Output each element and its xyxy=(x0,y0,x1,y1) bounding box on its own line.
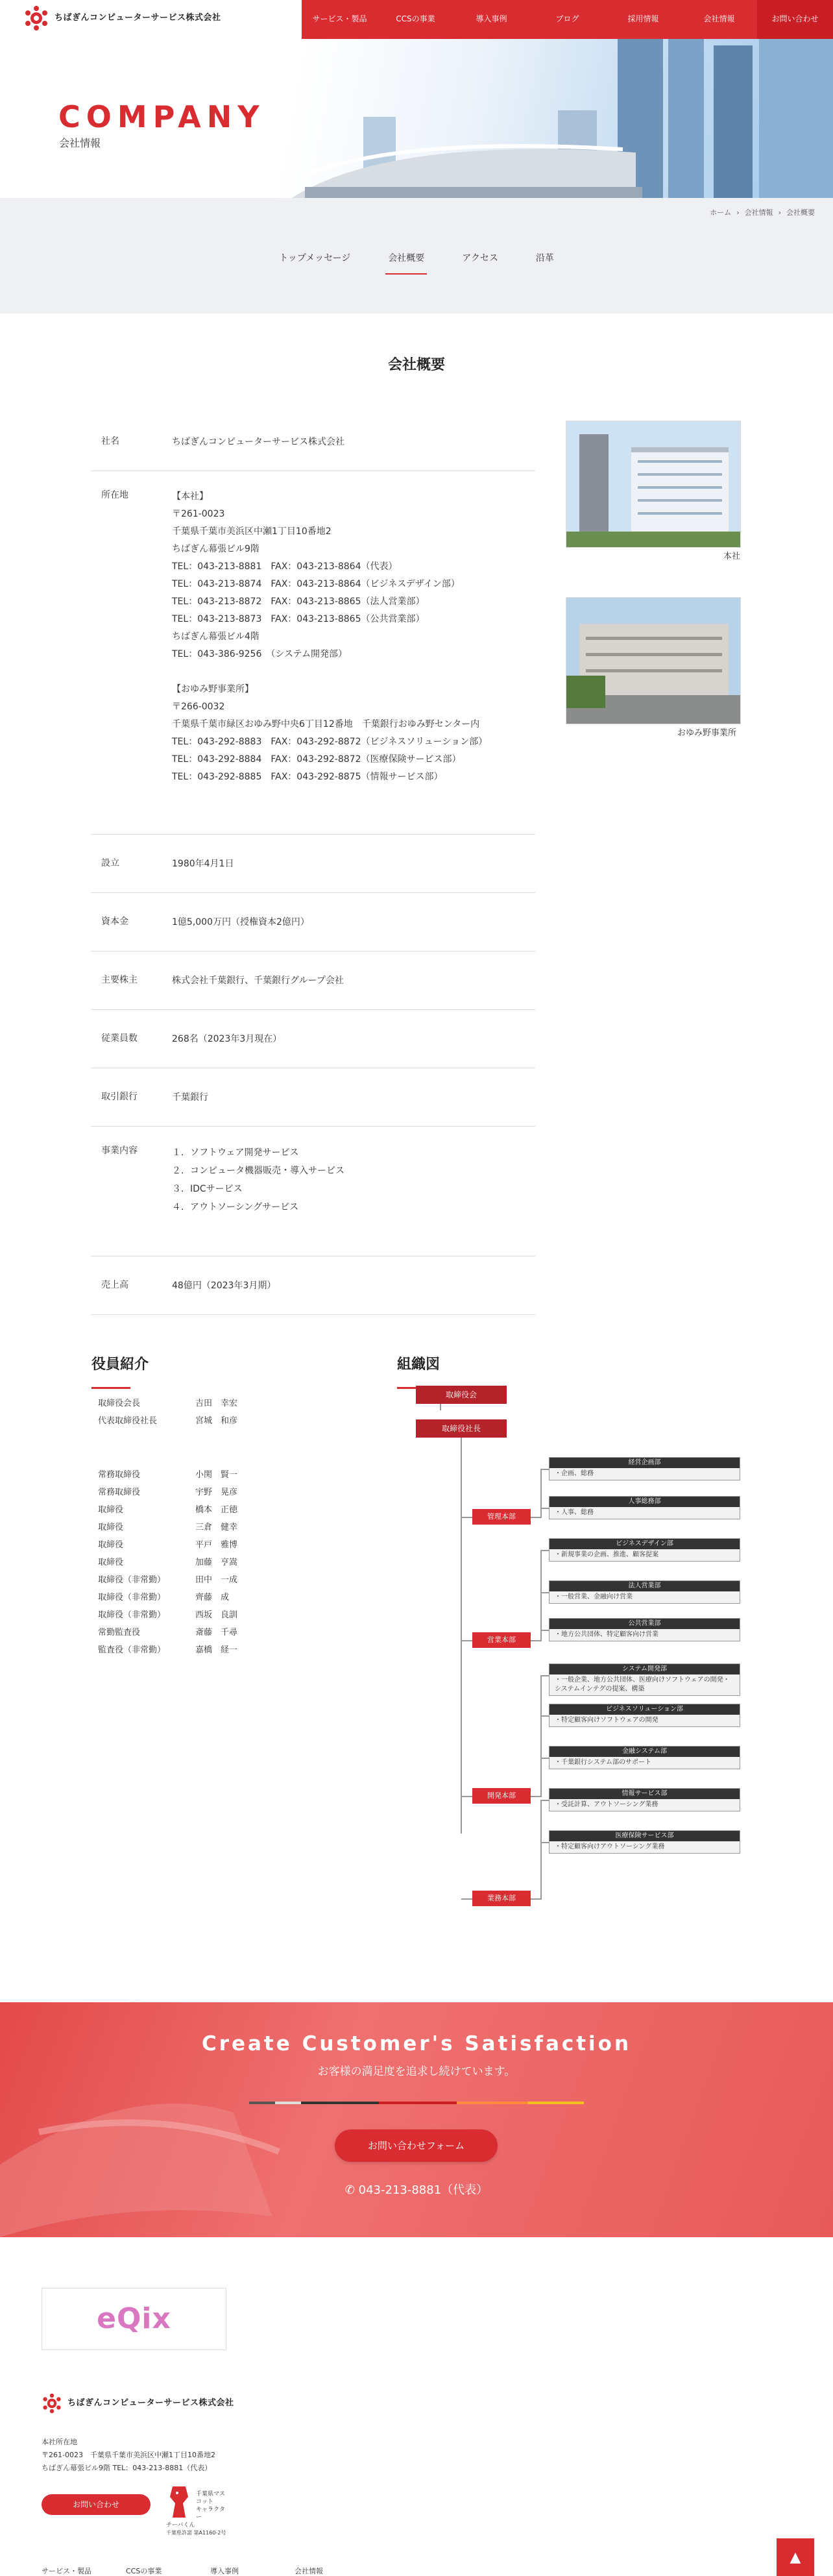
executive-entry xyxy=(98,1521,293,1535)
head-office-photo xyxy=(566,421,741,548)
eqix-banner[interactable] xyxy=(42,2288,226,2350)
executive-role: 取締役 xyxy=(98,1505,124,1515)
executive-entry xyxy=(98,1486,293,1500)
footer-link-business[interactable]: CCSの事業 xyxy=(126,2567,162,2576)
executive-name: 加藤 亨嵩 xyxy=(195,1558,238,1568)
overview-value-line: ちばぎん幕張ビル9階 xyxy=(172,544,260,555)
org-unit xyxy=(549,1788,740,1811)
executive-name: 齊藤 成 xyxy=(195,1593,230,1603)
overview-row xyxy=(91,471,535,835)
org-chart xyxy=(394,1386,745,1903)
footer-address xyxy=(42,2436,215,2475)
executive-entry xyxy=(98,1539,293,1552)
tab-history[interactable]: 沿革 xyxy=(535,253,554,264)
mascot-license: 千葉県許諾 第A1160-2号 xyxy=(166,2530,226,2536)
executive-entry xyxy=(98,1644,293,1658)
overview-row xyxy=(91,1010,535,1068)
nav-recruit[interactable]: 採用情報 xyxy=(627,14,659,24)
site-footer xyxy=(0,2237,833,2576)
executive-name: 宇野 晃彦 xyxy=(195,1488,238,1498)
overview-row-label: 所在地 xyxy=(101,490,128,501)
site-logo[interactable] xyxy=(23,5,221,31)
org-dept: 営業本部 xyxy=(472,1632,531,1648)
executive-role: 取締役 xyxy=(98,1523,124,1533)
org-unit-name: 法人営業部 xyxy=(549,1581,740,1591)
logo-mark-icon xyxy=(42,2393,62,2414)
logo-mark-icon xyxy=(23,5,49,31)
overview-value-line: 268名（2023年3月現在） xyxy=(172,1033,282,1044)
overview-row xyxy=(91,893,535,951)
overview-row-value xyxy=(172,972,535,990)
overview-value-line: ３．IDCサービス xyxy=(172,1184,243,1195)
cta-subtitle: お客様の満足度を追求し続けています。 xyxy=(317,2065,516,2079)
org-unit-name: 人事総務部 xyxy=(549,1497,740,1507)
overview-value-line: TEL：043-292-8883 FAX：043-292-8872（ビジネスソリューション部） xyxy=(172,737,488,748)
org-unit-name: 公共営業部 xyxy=(549,1619,740,1629)
org-unit xyxy=(549,1830,740,1854)
tab-access[interactable]: アクセス xyxy=(462,253,498,264)
head-office-caption: 本社 xyxy=(723,552,741,562)
org-unit xyxy=(549,1457,740,1480)
executive-name: 三倉 健幸 xyxy=(195,1523,238,1533)
executive-entry xyxy=(98,1397,293,1411)
overview-value-line: 千葉県千葉市緑区おゆみ野中央6丁目12番地 千葉銀行おゆみ野センター内 xyxy=(172,719,480,730)
overview-value-line: ２．コンピュータ機器販売・導入サービス xyxy=(172,1166,344,1177)
eqix-logo-text: eQix xyxy=(97,2301,171,2335)
org-unit-name: ビジネスデザイン部 xyxy=(549,1539,740,1549)
site-header xyxy=(0,0,833,39)
org-unit xyxy=(549,1580,740,1604)
overview-row xyxy=(91,835,535,893)
executive-name: 平戸 雅博 xyxy=(195,1540,238,1551)
color-bar-segment xyxy=(379,2102,457,2104)
breadcrumb-company[interactable]: 会社情報 xyxy=(744,208,773,217)
overview-value-line: 〒261-0023 xyxy=(172,509,225,520)
overview-row-value xyxy=(172,1144,535,1216)
executive-role: 常務取締役 xyxy=(98,1488,141,1498)
oyumino-office-photo xyxy=(566,597,741,724)
org-unit-desc: ・特定顧客向けソフトウェアの開発 xyxy=(555,1717,658,1724)
executive-entry xyxy=(98,1574,293,1588)
executives-title: 役員紹介 xyxy=(91,1353,149,1376)
hero-title: COMPANY xyxy=(58,99,265,134)
executive-entry xyxy=(98,1469,293,1482)
org-chart-title: 組織図 xyxy=(397,1353,440,1376)
overview-value-line xyxy=(172,663,535,681)
color-bar-segment xyxy=(275,2102,301,2104)
org-unit-name: システム開発部 xyxy=(549,1664,740,1674)
overview-row xyxy=(91,1127,535,1257)
executive-entry xyxy=(98,1591,293,1605)
overview-row xyxy=(91,951,535,1010)
overview-row-value xyxy=(172,488,535,786)
overview-value-line: TEL：043-213-8872 FAX：043-213-8865（法人営業部） xyxy=(172,596,425,607)
overview-row-label: 取引銀行 xyxy=(101,1092,138,1103)
executive-role: 代表取締役社長 xyxy=(98,1416,158,1427)
mascot-line1: 千葉県マスコット xyxy=(196,2491,226,2506)
nav-company[interactable]: 会社情報 xyxy=(703,14,735,24)
org-unit-desc: ・受託計算、アウトソーシング業務 xyxy=(555,1801,658,1809)
executives-org-section xyxy=(0,1334,833,2002)
executive-role: 常勤監査役 xyxy=(98,1628,141,1638)
org-board: 取締役会 xyxy=(416,1386,507,1404)
footer-links xyxy=(42,2566,379,2576)
breadcrumb-current: 会社概要 xyxy=(786,208,815,217)
cta-color-bar xyxy=(249,2102,584,2104)
contact-form-button[interactable]: お問い合わせフォーム xyxy=(335,2129,498,2162)
executive-entry xyxy=(98,1415,293,1429)
executive-name: 斎藤 千尋 xyxy=(195,1628,238,1638)
executive-role: 取締役（非常勤） xyxy=(98,1575,166,1586)
org-dept: 業務本部 xyxy=(472,1891,531,1906)
executive-name: 西坂 良訓 xyxy=(195,1610,238,1621)
org-unit xyxy=(549,1663,740,1696)
footer-link-company[interactable]: 会社情報 xyxy=(295,2567,323,2576)
phone-icon: ✆ xyxy=(344,2183,355,2198)
org-unit-desc: ・特定顧客向けアウトソーシング業務 xyxy=(555,1843,665,1851)
org-unit-name: 経営企画部 xyxy=(549,1458,740,1468)
overview-row-value xyxy=(172,855,535,873)
overview-value-line: 千葉銀行 xyxy=(172,1092,208,1103)
nav-cases[interactable]: 導入事例 xyxy=(476,14,507,24)
overview-row-label: 従業員数 xyxy=(101,1033,138,1044)
org-unit-desc: ・新規事業の企画、推進、顧客提案 xyxy=(555,1551,658,1559)
overview-value-line: ４．アウトソーシングサービス xyxy=(172,1202,299,1213)
org-unit-desc: ・一般営業、金融向け営業 xyxy=(555,1593,633,1601)
overview-row-value xyxy=(172,1030,535,1048)
subnav-area xyxy=(0,198,833,313)
org-unit xyxy=(549,1746,740,1769)
org-unit-desc: ・企画、総務 xyxy=(555,1470,594,1478)
executive-entry xyxy=(98,1504,293,1517)
overview-row-value xyxy=(172,433,535,451)
overview-value-line: 【本社】 xyxy=(172,491,208,502)
executive-role: 取締役会長 xyxy=(98,1399,141,1409)
color-bar-segment xyxy=(457,2102,528,2104)
overview-row xyxy=(91,1257,535,1315)
tab-top-message[interactable]: トップメッセージ xyxy=(279,253,351,264)
executive-name: 田中 一成 xyxy=(195,1575,238,1586)
chevron-right-icon: › xyxy=(736,208,740,217)
org-unit xyxy=(549,1704,740,1727)
executive-name: 嘉橋 経一 xyxy=(195,1645,238,1656)
overview-value-line: ちばぎん幕張ビル4階 xyxy=(172,632,260,643)
cta-phone-number: 043-213-8881（代表） xyxy=(358,2183,489,2198)
overview-value-line: 株式会社千葉銀行、千葉銀行グループ会社 xyxy=(172,975,344,986)
footer-logo-text: ちばぎんコンピューターサービス株式会社 xyxy=(67,2398,234,2408)
mascot-line3: チーバくん xyxy=(166,2522,195,2529)
overview-row xyxy=(91,1068,535,1127)
nav-services[interactable]: サービス・製品 xyxy=(312,14,367,24)
overview-row-value xyxy=(172,913,535,931)
chevron-right-icon: › xyxy=(778,208,781,217)
footer-address-line1: 〒261-0023 千葉県千葉市美浜区中瀬1丁目10番地2 xyxy=(42,2451,215,2460)
overview-value-line: 48億円（2023年3月期） xyxy=(172,1280,276,1291)
color-bar-segment xyxy=(249,2102,275,2104)
overview-row-label: 主要株主 xyxy=(101,975,138,986)
org-unit xyxy=(549,1538,740,1562)
org-unit xyxy=(549,1496,740,1519)
org-unit-desc: ・千葉銀行システム部のサポート xyxy=(555,1759,651,1767)
breadcrumb xyxy=(710,207,815,219)
overview-value-line: 〒266-0032 xyxy=(172,702,225,713)
overview-value-line: ちばぎんコンピューターサービス株式会社 xyxy=(172,436,344,447)
hero-subtitle: 会社情報 xyxy=(59,137,101,149)
org-president: 取締役社長 xyxy=(416,1419,507,1438)
overview-row-label: 売上高 xyxy=(101,1280,128,1291)
overview-section xyxy=(0,376,833,1334)
overview-value-line: 1980年4月1日 xyxy=(172,858,234,869)
org-unit-name: 情報サービス部 xyxy=(549,1789,740,1799)
footer-link-services[interactable]: サービス・製品 xyxy=(42,2567,91,2576)
oyumino-office-caption: おゆみ野事業所 xyxy=(677,728,737,739)
org-unit-desc: ・地方公共団体、特定顧客向け営業 xyxy=(555,1631,658,1639)
cta-banner xyxy=(0,2002,833,2237)
org-unit-name: 医療保険サービス部 xyxy=(549,1831,740,1841)
color-bar-segment xyxy=(301,2102,379,2104)
cta-phone[interactable] xyxy=(0,2181,833,2200)
executive-name: 小関 賢一 xyxy=(195,1470,238,1480)
overview-row-value xyxy=(172,1088,535,1107)
footer-address-label: 本社所在地 xyxy=(42,2438,77,2447)
overview-title: 会社概要 xyxy=(387,357,445,373)
nav-blog[interactable]: ブログ xyxy=(555,14,579,24)
executive-name: 宮城 和彦 xyxy=(195,1416,238,1427)
overview-table xyxy=(91,413,535,1315)
logo-text: ちばぎんコンピューターサービス株式会社 xyxy=(54,12,221,23)
footer-logo[interactable] xyxy=(42,2393,234,2414)
executive-entry xyxy=(98,1626,293,1640)
executive-role: 取締役（非常勤） xyxy=(98,1593,166,1603)
overview-value-line: TEL：043-213-8881 FAX：043-213-8864（代表） xyxy=(172,561,398,572)
breadcrumb-home[interactable]: ホーム xyxy=(710,208,732,217)
footer-contact-button[interactable]: お問い合わせ xyxy=(42,2494,151,2515)
org-unit-desc: ・一般企業、地方公共団体、医療向けソフトウェアの開発・システムインテグの提案、構築 xyxy=(555,1676,730,1693)
org-dept: 開発本部 xyxy=(472,1788,531,1804)
footer-link-cases[interactable]: 導入事例 xyxy=(210,2567,239,2576)
executive-name: 吉田 幸宏 xyxy=(195,1399,238,1409)
org-unit xyxy=(549,1618,740,1641)
overview-value-line: TEL：043-386-9256 （システム開発部） xyxy=(172,649,347,660)
overview-value-line: 【おゆみ野事業所】 xyxy=(172,684,254,695)
executive-role: 取締役（非常勤） xyxy=(98,1610,166,1621)
overview-value-line: １．ソフトウェア開発サービス xyxy=(172,1147,299,1159)
nav-business[interactable]: CCSの事業 xyxy=(396,14,435,24)
footer-address-line2: ちばぎん幕張ビル9階 TEL：043-213-8881（代表） xyxy=(42,2464,212,2473)
org-unit-name: 金融システム部 xyxy=(549,1747,740,1757)
org-unit-desc: ・人事、総務 xyxy=(555,1509,594,1517)
tab-overview[interactable]: 会社概要 xyxy=(385,249,427,268)
executive-role: 取締役 xyxy=(98,1558,124,1568)
overview-row-label: 事業内容 xyxy=(101,1146,138,1157)
executive-name: 橋本 正徳 xyxy=(195,1505,238,1515)
overview-row-label: 社名 xyxy=(101,436,119,447)
page-tabs xyxy=(0,249,833,268)
overview-row xyxy=(91,413,535,471)
page-top-button[interactable] xyxy=(777,2538,814,2576)
chiba-kun-mascot-image xyxy=(166,2484,192,2520)
hero-banner xyxy=(0,39,833,198)
global-nav xyxy=(302,0,833,39)
overview-value-line: TEL：043-292-8885 FAX：043-292-8875（情報サービス部） xyxy=(172,772,443,783)
executive-entry xyxy=(98,1609,293,1623)
nav-contact-button[interactable]: お問い合わせ xyxy=(757,0,833,39)
executive-role: 取締役 xyxy=(98,1540,124,1551)
executive-role: 監査役（非常勤） xyxy=(98,1645,166,1656)
overview-value-line: 千葉県千葉市美浜区中瀬1丁目10番地2 xyxy=(172,526,332,537)
overview-value-line: TEL：043-213-8874 FAX：043-213-8864（ビジネスデザイン部） xyxy=(172,579,460,590)
cta-title: Create Customer's Satisfaction xyxy=(201,2032,632,2056)
mascot-area xyxy=(166,2484,226,2538)
overview-value-line: 1億5,000万円（授権資本2億円） xyxy=(172,916,309,927)
overview-value-line: TEL：043-213-8873 FAX：043-213-8865（公共営業部） xyxy=(172,614,425,625)
overview-row-label: 資本金 xyxy=(101,916,128,927)
org-dept: 管理本部 xyxy=(472,1509,531,1525)
executive-role: 常務取締役 xyxy=(98,1470,141,1480)
overview-row-value xyxy=(172,1277,535,1295)
mascot-line2: キャラクター xyxy=(196,2507,225,2521)
executive-entry xyxy=(98,1556,293,1570)
color-bar-segment xyxy=(528,2102,584,2104)
arrow-up-icon: ▲ xyxy=(790,2549,801,2566)
overview-value-line: TEL：043-292-8884 FAX：043-292-8872（医療保険サービス部） xyxy=(172,754,461,765)
org-unit-name: ビジネスソリューション部 xyxy=(549,1704,740,1715)
overview-row-label: 設立 xyxy=(101,858,119,869)
